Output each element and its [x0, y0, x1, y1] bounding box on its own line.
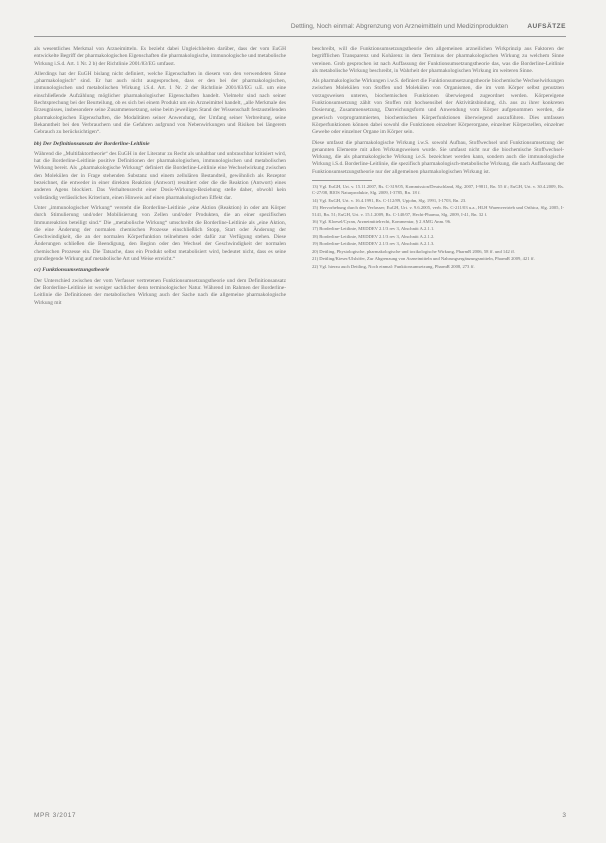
subheading: cc) Funktionsumsetzungstheorie	[34, 267, 110, 274]
footnote-divider	[312, 180, 372, 181]
subheading: bb) Der Definitionsansatz der Borderline-Leitlinie	[34, 140, 150, 147]
paragraph: Allerdings hat der EuGH bislang nicht definiert, welche Eigenschaften in diesem von den verwendeten Sinne „pharmakologisch“ sind. Er hat auch nicht ausgesprochen, dass er den bei der pharmakologischen, immunologischen und metabolischen Wirkung i.S.d. Art. 1 Nr. 2 der Richtlinie 2001/83/EG u.E. um eine einschließende Aufzählung möglicher pharmakologischer Eigenschaften handelt. Vielmehr sind nach seiner Rechtsprechung bei der Beurteilung, ob es sich bei einem Produkt um ein Arzneimittel handelt, „alle Merkmale des Erzeugnisses, insbesondere seine Zusammensetzung, seine beim jeweiligen Stand der Wissenschaft festzustellenden pharmakologischen Eigenschaften, die Modalitäten seiner Anwendung, der Umfang seiner Verbreitung, seine Bekanntheit bei den Verbrauchern und die Gefahren aufgrund von Nebenwirkungen und Risiken bei längerem Gebrauch zu berücksichtigen“.	[34, 70, 286, 136]
footnote: 18) Borderline-Leitlinie, MEDDEV 2.1/3 rev 3, Abschnitt A.2.1.2.	[312, 233, 435, 239]
footnote: 17) Borderline-Leitlinie, MEDDEV 2.1/3 rev 3, Abschnitt A.2.1.1.	[312, 226, 435, 232]
journal-issue: MPR 3/2017	[34, 812, 77, 819]
footnote: 19) Borderline-Leitlinie, MEDDEV 2.1/3 rev 3, Abschnitt A.2.1.3.	[312, 241, 435, 247]
section-label: AUFSÄTZE	[527, 23, 566, 30]
left-column	[34, 46, 286, 310]
paragraph: Der Unterschied zwischen der vom Verfasser vertretenen Funktionsumsetzungstheorie und dem Definitionsansatz der Borderline-Leitlinie ist weniger sachlicher denn terminologischer Natur. Während im Rahmen der Borderline-Leitlinie die Definitionen der metabolischen Wirkung auch der Sache nach die allgemeine pharmakologische Wirkung mit	[34, 277, 286, 306]
paragraph: Während die „Multifaktortheorie“ des EuGH in der Literatur zu Recht als unhaltbar und unbrauchbar kritisiert wird, hat die Borderline-Leitlinie positive Definitionen der pharmakologischen, immunologischen und metabolischen Wirkung bereit. Als „pharmakologische Wirkung“ definiert die Borderline-Leitlinie eine Wechselwirkung zwischen den Molekülen der in Frage stehenden Substanz und einem zellulären Bestandteil, gewöhnlich als Rezeptor bezeichnet, die entweder in einer direkten Reaktion (Antwort) resultiert oder die die Reaktion (Antwort) eines anderen Agens blockiert. Das Verhaltensrecht einer Dosis-Wirkungs-Beziehung stelle daher, obwohl kein vollständig verlässliches Kriterium, einen Hinweis auf einen pharmakologischen Effekt dar.	[34, 150, 286, 201]
page-number: 3	[562, 812, 566, 819]
footnote: 21) Dettling/Kieser/Ulshöfer, Zur Abgrenzung von Arzneimitteln und Nahrungsergänzungsmitteln, PharmR 2009, 421 ff.	[312, 256, 535, 262]
paragraph: beschreibt, will die Funktionsumsetzungstheorie den allgemeinen arzneilichen Wirkprinzip aus Faktoren der begrifflichen Transparenz und Kohärenz in dem Terminus der pharmakologischen Wirkung zu welchem Sinne vereinen. Grob gesprochen ist nach Auffassung der Funktionsumsetzungstheorie das, was die Borderline-Leitlinie als metabolische Wirkung beschreibt, in Wahrheit der pharmakologischen Wirkung im weiteren Sinne.	[312, 46, 564, 74]
footnote: 15) Hervorhebung durch den Verfasser; EuGH, Urt. v. 9.6.2005, verb. Rs. C-211/03 u.a., HLH Warenvertrieb und Orthica, Slg. 2005, I-5141, Rn. 51; EuGH, Urt. v. 15.1.2009, Rs. C-140/07, Hecht-Pharma, Slg. 2009, I-41, Rn. 32 f.	[312, 205, 564, 217]
page-footer	[34, 812, 566, 824]
right-column	[312, 46, 564, 271]
paragraph: Diese umfasst die pharmakologische Wirkung i.w.S. sowohl Aufbau, Stoffwechsel und Funktionsumsetzung der genannten Elemente mit allen Wirkungsweisen wurde. Sie umfasst nicht nur die biochemische Stoffwechsel-Wirkung, die als pharmakologische Wirkung i.e.S. bezeichnet werden kann, sondern auch die immunologische Wirkung i.S.d. Borderline-Leitlinie, die spezifisch pharmakologisch-metabolische Wirkung, die nach Auffassung der Funktionsumsetzungstheorie nur der allgemeinen pharmakologischen Wirkung ist.	[312, 139, 564, 175]
footnote: 16) Vgl. Kloesel/Cyran, Arzneimittelrecht, Kommentar, § 2 AMG Anm. 96.	[312, 219, 452, 225]
footnote: 22) Vgl. hierzu auch Dettling, Noch einmal: Funktionsumsetzung, PharmR 2008, 273 ff.	[312, 263, 475, 269]
footnote: 20) Dettling, Physiologische, pharmakologische und toxikologische Wirkung, PharmR 2006, 58 ff. und 142 ff.	[312, 248, 516, 254]
running-title: Dettling, Noch einmal: Abgrenzung von Arzneimitteln und Medizinprodukten	[290, 23, 508, 30]
footnote: 14) Vgl. EuGH, Urt. v. 16.4.1991, Rs. C-112/89, Upjohn, Slg. 1991, I-1703, Rn. 23.	[312, 197, 467, 203]
paragraph: Unter „immunologischer Wirkung“ versteht die Borderline-Leitlinie „eine Aktion (Reaktion) in oder am Körper durch Stimulierung und/oder Mobilisierung von Zellen und/oder Produkten, die an einer spezifischen Immunreaktion beteiligt sind.“ Die „metabolische Wirkung“ umschreibt die Borderline-Leitlinie als „eine Aktion, die eine Änderung der normalen chemischen Prozesse einschließlich Stopp, Start oder Änderung der Geschwindigkeit, die an der normalen Körperfunktion teilnehmen oder dafür zur Verfügung stehen. Diese Änderungen schließen die Beendigung, den Beginn oder den Wechsel der Geschwindigkeit der normalen chemischen Prozesse ein. Die Tatsache, dass ein Produkt selbst metabolisiert wird, bedeutet nicht, dass es seine grundlegende Wirkung auf metabolische Art und Weise erreicht.“	[34, 204, 286, 263]
footnotes	[312, 184, 564, 270]
running-header	[34, 14, 566, 37]
footnote: 13) Vgl. EuGH, Urt. v. 15.11.2007, Rs. C-319/05, Kommission/Deutschland, Slg. 2007, I-9811, Rn. 55 ff.; EuGH, Urt. v. 30.4.2009, Rs. C-27/08, BIOS Naturprodukte, Slg. 2009, I-3785, Rn. 18 f.	[312, 184, 564, 196]
paragraph: als wesentliches Merkmal von Arzneimitteln. Es bezieht dabei Ungleichheiten darüber, dass der vom EuGH entwickelte Begriff der pharmakologischen Eigenschaften die pharmakologische, immunologische und metabolische Wirkung i.S.d. Art. 1 Nr. 2 b) der Richtlinie 2001/83/EG umfasst.	[34, 46, 286, 67]
paragraph: Als pharmakologische Wirkungen i.w.S. definiert die Funktionsumsetzungstheorie biochemische Wechselwirkungen zwischen Molekülen von Stoffen und Molekülen von Organismen, die im vom Körper selbst genutzten vorzugsweisen unteren, biochemischen Funktionen überwiegend zugeordnet werden. Körpereigene Funktionsumsetzung zählt von Stoffen mit hochsensibel der Aktivitätsbindung, d.h. aus zu ihrer konkreten Dosierung, Zusammensetzung, Darreichungsform und Anwendung vom Körper aufgenommen werden, die generisch vorprogrammierten, biochemischen Körperfunktionen überwiegend auszuführen. Dies umfassen Körperfunktionen können dabei sowohl die Funktionen einzelner Körperorgane, einzelner Körperzellen, einzelner Gewebe oder einzelner Organe im Körper sein.	[312, 78, 564, 136]
